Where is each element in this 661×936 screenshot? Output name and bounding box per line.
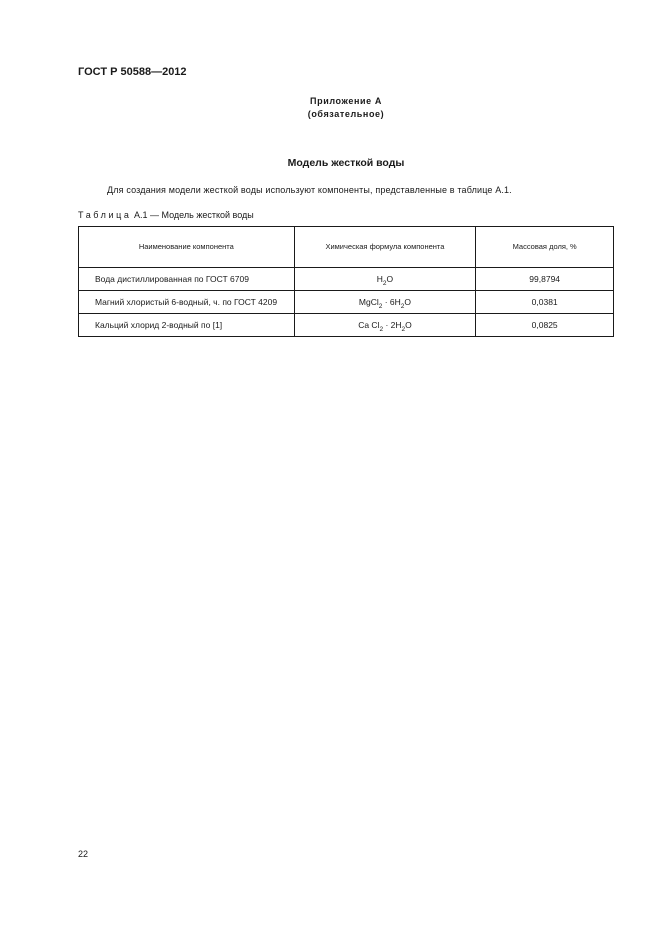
- table-caption-text: А.1 — Модель жесткой воды: [131, 210, 254, 220]
- formula-subscript: 2: [400, 303, 405, 310]
- formula-text: H: [376, 274, 383, 284]
- component-formula: [294, 314, 476, 337]
- formula-text: · 6H: [382, 297, 401, 307]
- table-row: [79, 291, 614, 314]
- intro-paragraph: Для создания модели жесткой воды используют компоненты, представленные в таблице А.1.: [107, 185, 512, 195]
- table-caption-word: Таблица: [78, 210, 132, 220]
- formula-subscript: 2: [382, 280, 387, 287]
- component-name: Кальций хлорид 2-водный по [1]: [79, 314, 295, 337]
- formula-text: O: [404, 297, 412, 307]
- section-title: Модель жесткой воды: [287, 157, 405, 169]
- component-formula: [294, 291, 476, 314]
- formula-text: O: [405, 320, 412, 330]
- component-name: Вода дистиллированная по ГОСТ 6709: [79, 268, 295, 291]
- table-row: [79, 268, 614, 291]
- component-formula: [294, 268, 476, 291]
- formula-text: O: [386, 274, 394, 284]
- formula-text: MgCl: [358, 297, 379, 307]
- formula-subscript: 2: [401, 326, 406, 333]
- formula-subscript: 2: [378, 303, 383, 310]
- header-mass-fraction: Массовая доля, %: [476, 227, 614, 268]
- mass-fraction: 99,8794: [476, 268, 614, 291]
- header-chemical-formula: Химическая формула компонента: [294, 227, 476, 268]
- formula-text: Ca Cl: [358, 320, 380, 330]
- page-number: 22: [78, 849, 89, 859]
- mass-fraction: 0,0381: [476, 291, 614, 314]
- table-caption: [78, 210, 254, 220]
- document-id: ГОСТ Р 50588—2012: [78, 66, 187, 78]
- formula-subscript: 2: [379, 326, 384, 333]
- component-name: Магний хлористый 6-водный, ч. по ГОСТ 4209: [79, 291, 295, 314]
- table-row: [79, 314, 614, 337]
- header-component-name: Наименование компонента: [79, 227, 295, 268]
- table-header-row: [79, 227, 614, 268]
- mass-fraction: 0,0825: [476, 314, 614, 337]
- formula-text: · 2H: [383, 320, 402, 330]
- appendix-status: (обязательное): [307, 109, 385, 119]
- appendix-title: Приложение А: [310, 96, 382, 106]
- components-table: [78, 226, 614, 337]
